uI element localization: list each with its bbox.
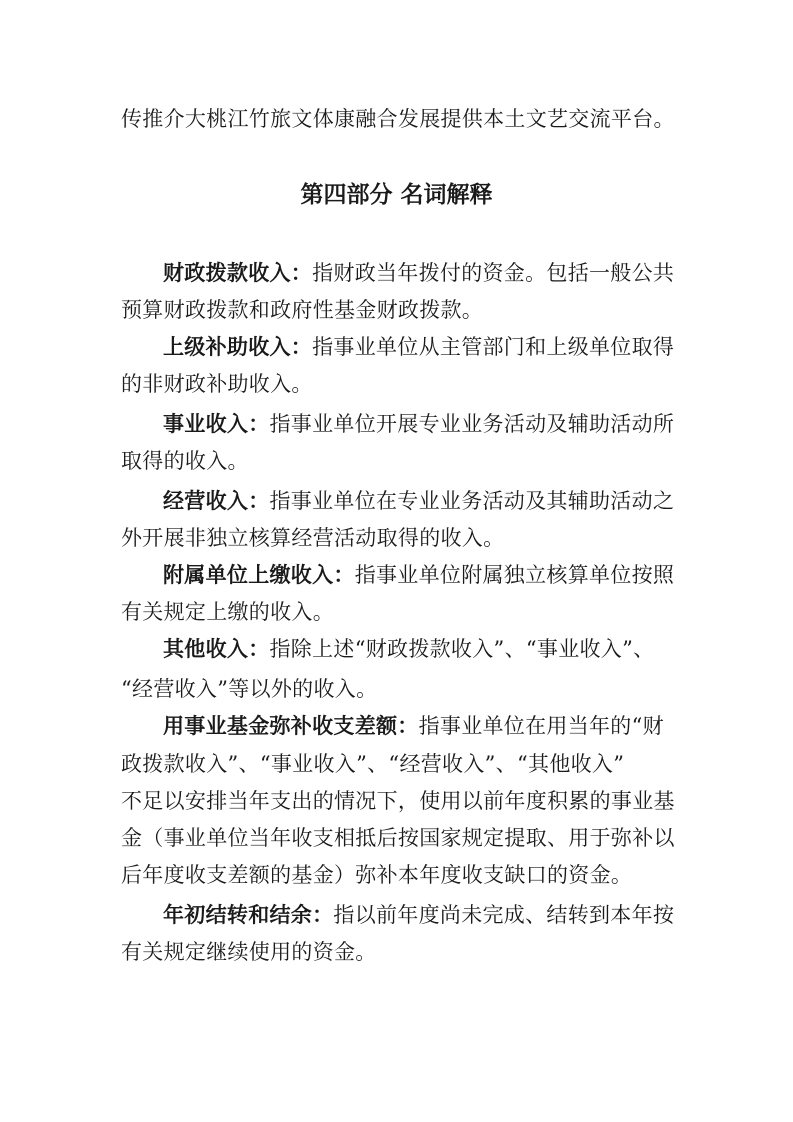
definition-continuation: 有关规定上缴的收入。 xyxy=(121,600,334,624)
definition-text: 指事业单位在用当年的“财 xyxy=(418,714,664,738)
definition-text: 指除上述“财政拨款收入”、“事业收入”、 xyxy=(269,637,655,661)
term-label: 事业收入： xyxy=(163,412,270,436)
definition-first-line xyxy=(163,900,723,930)
section-title: 第四部分 名词解释 xyxy=(300,182,493,208)
definition-text: 指事业单位开展专业业务活动及辅助活动所 xyxy=(269,412,675,436)
term-label: 附属单位上缴收入： xyxy=(163,563,355,587)
definition-continuation: 金（事业单位当年收支相抵后按国家规定提取、用于弥补以 xyxy=(121,826,675,850)
definition-text: 指以前年度尚未完成、结转到本年按 xyxy=(333,903,675,927)
definition-first-line xyxy=(163,258,723,288)
definition-continuation: 预算财政拨款和政府性基金财政拨款。 xyxy=(121,298,484,322)
definition-text: 指事业单位在专业业务活动及其辅助活动之 xyxy=(269,489,675,513)
definition-continuation: 后年度收支差额的基金）弥补本年度收支缺口的资金。 xyxy=(121,863,633,887)
definition-continuation: 取得的收入。 xyxy=(121,449,249,473)
definition-continuation: 外开展非独立核算经营活动取得的收入。 xyxy=(121,526,505,550)
term-label: 财政拨款收入： xyxy=(163,261,313,285)
definition-continuation: 不足以安排当年支出的情况下，使用以前年度积累的事业基 xyxy=(121,789,675,813)
definition-text: 指财政当年拨付的资金。包括一般公共 xyxy=(312,261,675,285)
definition-first-line xyxy=(163,711,723,741)
definition-first-line xyxy=(163,332,723,362)
definition-text: 指事业单位附属独立核算单位按照 xyxy=(354,563,675,587)
intro-text-line: 传推介大桃江竹旅文体康融合发展提供本土文艺交流平台。 xyxy=(121,107,675,131)
definition-first-line xyxy=(163,409,723,439)
definition-continuation: 的非财政补助收入。 xyxy=(121,372,313,396)
term-label: 年初结转和结余： xyxy=(163,903,334,927)
definition-text: 指事业单位从主管部门和上级单位取得 xyxy=(312,335,675,359)
definition-continuation: 有关规定继续使用的资金。 xyxy=(121,940,377,964)
term-label: 经营收入： xyxy=(163,489,270,513)
definition-first-line xyxy=(163,560,723,590)
definition-continuation: “经营收入”等以外的收入。 xyxy=(121,677,378,701)
definition-continuation: 政拨款收入”、“事业收入”、“经营收入”、“其他收入” xyxy=(121,752,625,776)
definition-first-line xyxy=(163,634,723,664)
term-label: 其他收入： xyxy=(163,637,270,661)
term-label: 上级补助收入： xyxy=(163,335,313,359)
definition-first-line xyxy=(163,486,723,516)
term-label: 用事业基金弥补收支差额： xyxy=(163,714,419,738)
